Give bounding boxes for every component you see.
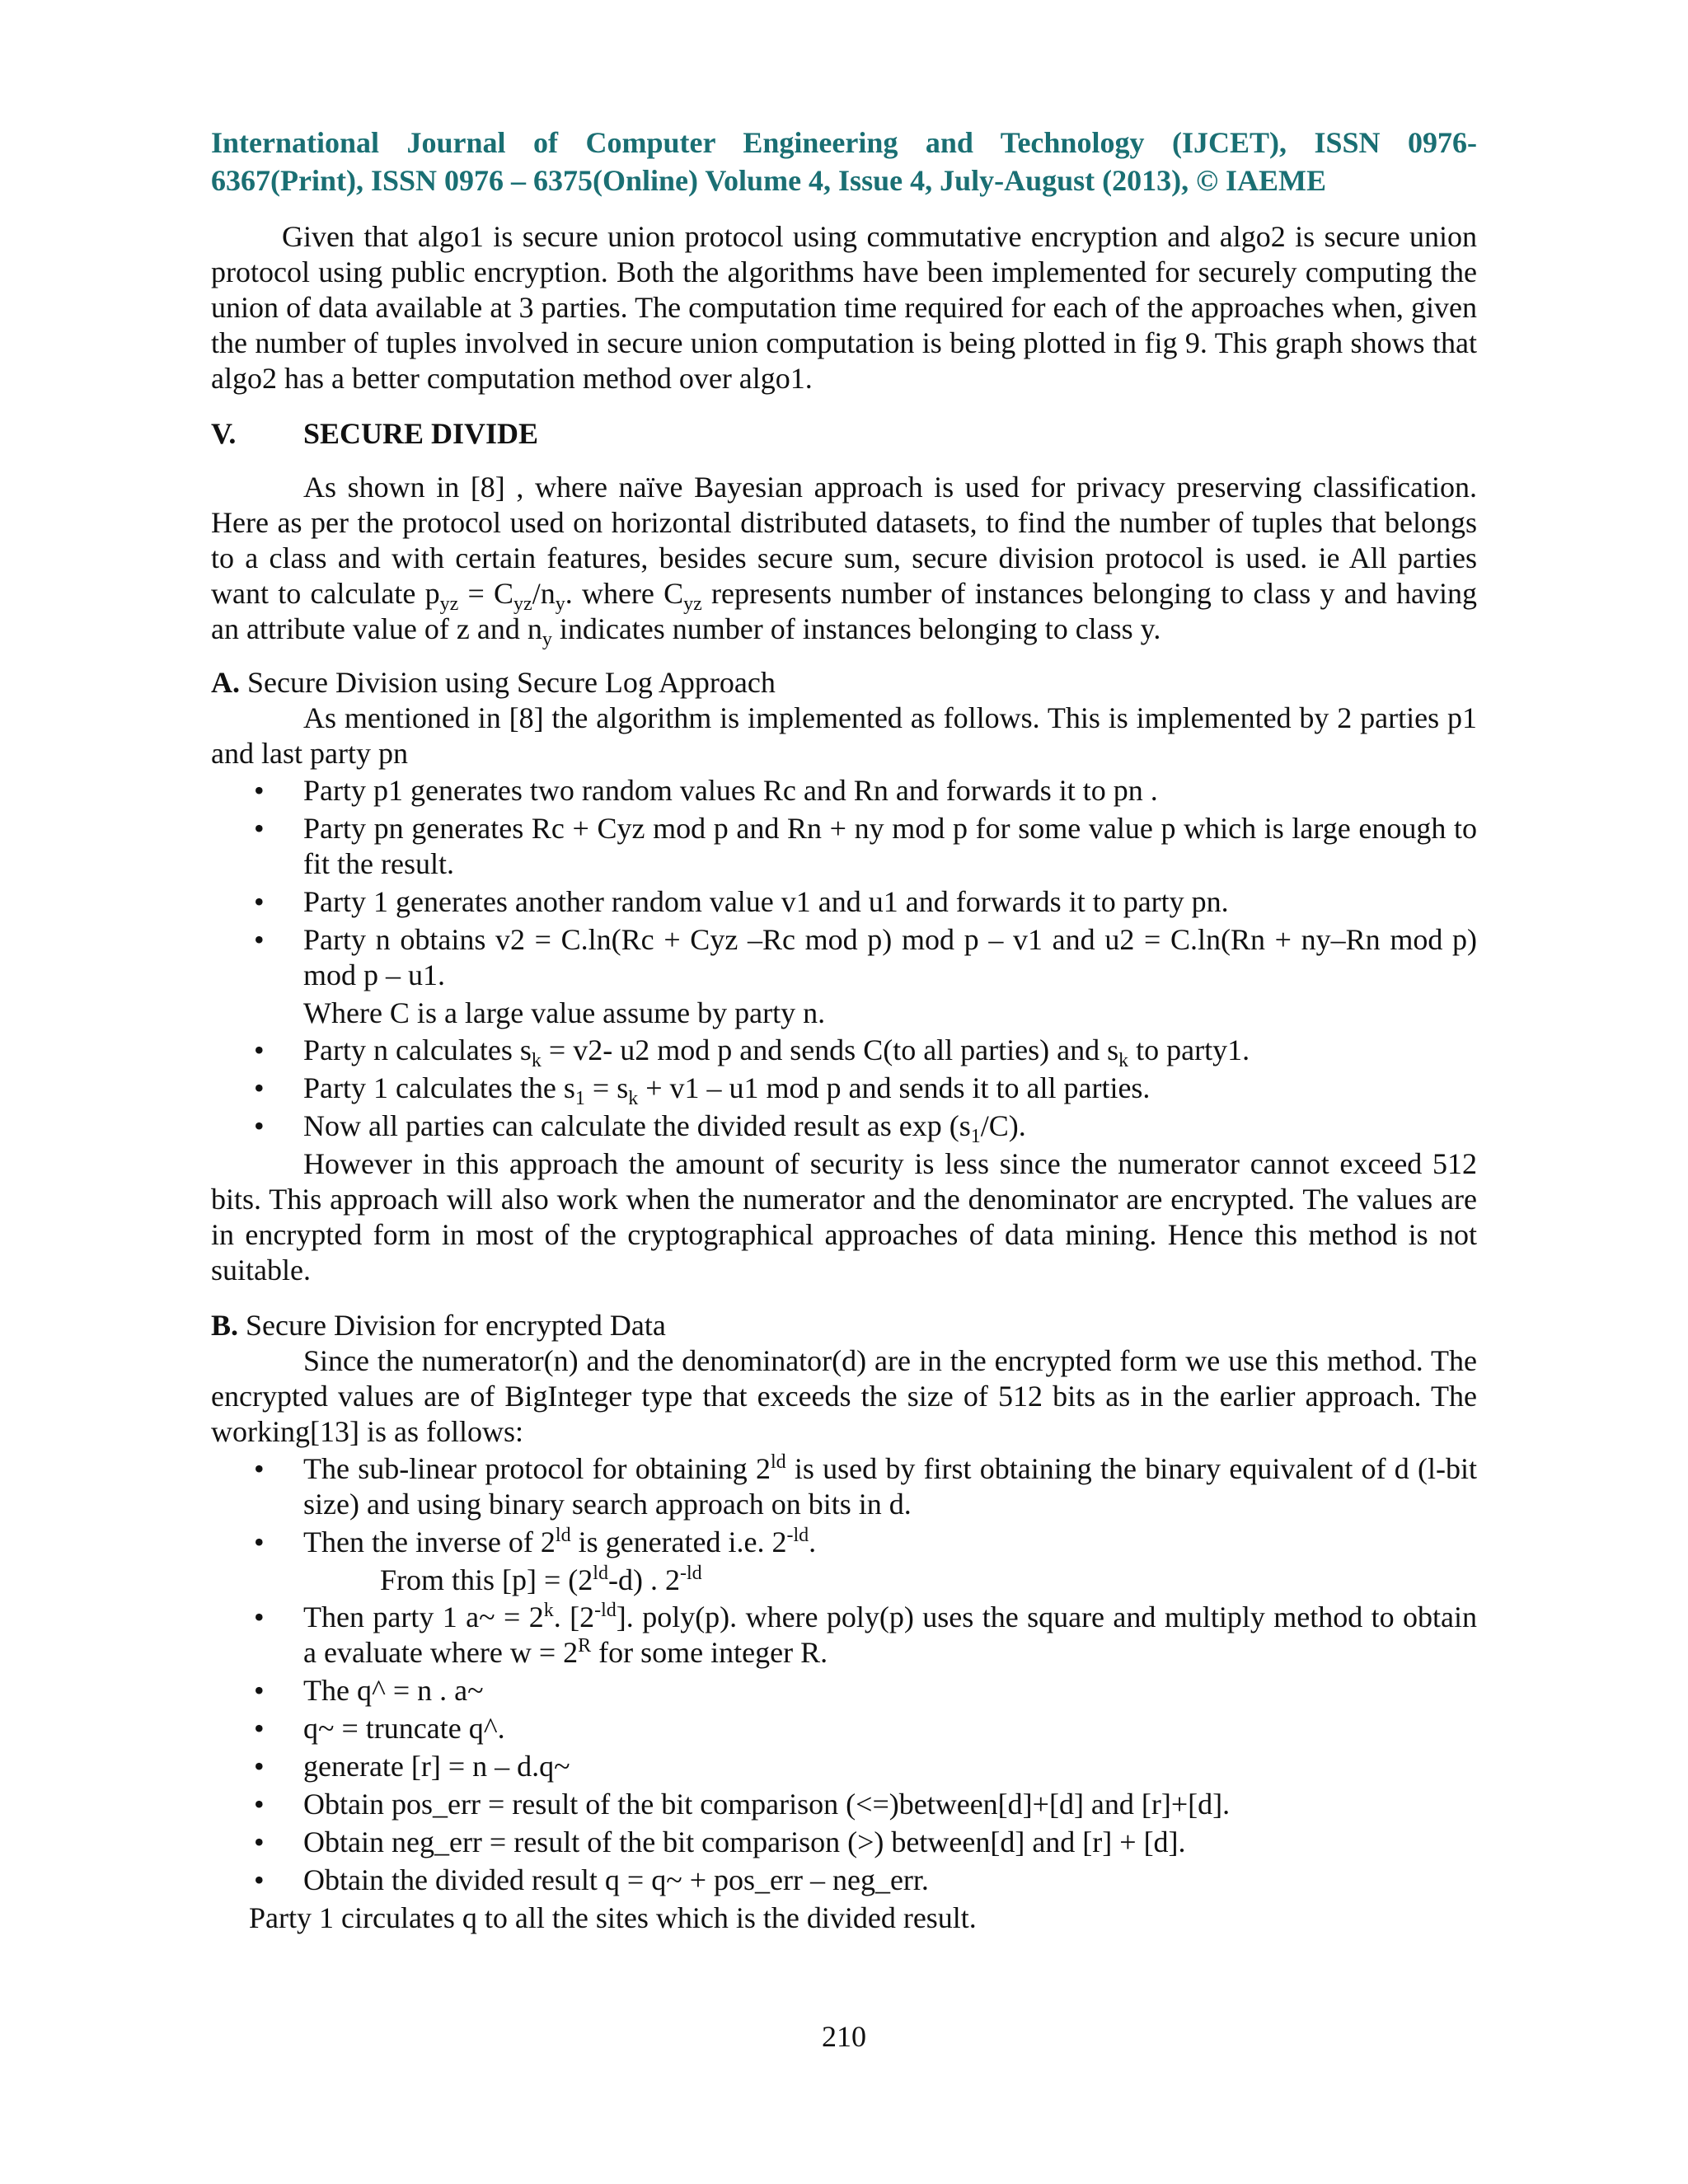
subsection-b-list	[211, 1451, 1477, 1560]
list-item: • The sub-linear protocol for obtaining $2^{ld}$ is used by first obtaining the binary equivalent of d (l-bit size) and using binary search approach on bits in d.	[254, 1451, 1477, 1521]
subsection-b-heading: B. Secure Division for encrypted Data	[211, 1309, 666, 1342]
list-item: • Party n calculates $s_k = v2-$ u2 mod p and sends C(to all parties) and $s_k$ to party1.	[254, 1033, 1250, 1072]
subsection-b-list-2	[211, 1600, 1477, 1898]
list-continuation: Where C is a large value assume by party n.	[303, 996, 826, 1029]
page-body	[211, 124, 1477, 1936]
list-item: • generate [r] = n – d.q~	[254, 1750, 570, 1783]
list-item: • Party 1 generates another random value v1 and u1 and forwards it to party pn.	[254, 885, 1229, 918]
journal-header-line-1: International Journal of Computer Engineering and Technology (IJCET), ISSN 0976-	[211, 126, 1477, 159]
list-item: • The q^ = n . a~	[254, 1674, 484, 1707]
journal-header	[211, 124, 1477, 199]
subsection-b-closing: Party 1 circulates q to all the sites which is the divided result.	[249, 1901, 977, 1934]
subsection-a-heading: A. Secure Division using Secure Log Approach	[211, 666, 776, 699]
list-item: • Obtain the divided result q = q~ + pos_err – neg_err.	[254, 1863, 929, 1896]
list-item: • Obtain neg_err = result of the bit comparison (>) between[d] and [r] + [d].	[254, 1825, 1186, 1858]
section-number: V.	[211, 417, 237, 450]
subsection-b-intro: Since the numerator(n) and the denominator(d) are in the encrypted form we use this method. The encrypted values are of BigInteger type that exceeds the size of 512 bits as in the earlier approach. The working[13] is as follows:	[211, 1344, 1477, 1448]
section-title: SECURE DIVIDE	[303, 417, 539, 450]
subsection-a-list	[211, 773, 1477, 993]
section-heading	[211, 416, 1477, 452]
list-item: • Then party 1 a~ = $2^k$. $[2^{-ld}]$. poly(p). where poly(p) uses the square and multiply method to obtain a evaluate where $w = 2^R$ for some integer R.	[254, 1600, 1478, 1669]
list-item: • Party n obtains v2 = C.ln(Rc + Cyz –Rc mod p) mod p – v1 and u2 = C.ln(Rn + ny–Rn mod p) mod p – u1.	[254, 923, 1477, 991]
subsection-a-list-2	[211, 1033, 1477, 1148]
list-item: • Then the inverse of $2^{ld}$ is generated i.e. $2^{-ld}$.	[254, 1525, 817, 1558]
list-item: • Obtain pos_err = result of the bit comparison (<=)between[d]+[d] and [r]+[d].	[254, 1788, 1231, 1821]
intro-paragraph: Given that algo1 is secure union protocol using commutative encryption and algo2 is secure union protocol using public encryption. Both the algorithms have been implemented for securely computing the union of data available at 3 parties. The computation time required for each of the approaches when, given the number of tuples involved in secure union computation is being plotted in fig 9. This graph shows that algo2 has a better computation method over algo1.	[211, 220, 1477, 395]
list-item: • q~ = truncate q^.	[254, 1712, 505, 1745]
journal-header-line-2: 6367(Print), ISSN 0976 – 6375(Online) Volume 4, Issue 4, July-August (2013), © IAEME	[211, 164, 1327, 197]
list-continuation: From this $[p] = (2^{ld}-d)$ . $2^{-ld}$	[380, 1563, 702, 1596]
subsection-a-closing: However in this approach the amount of security is less since the numerator cannot exceed 512 bits. This approach will also work when the numerator and the denominator are encrypted. The values are in encrypted form in most of the cryptographical approaches of data mining. Hence this method is not suitable.	[211, 1147, 1477, 1286]
list-item: • Party 1 calculates the $s_1 = s_k + v1 - u1$ mod p and sends it to all parties.	[254, 1071, 1151, 1110]
list-item: • Party p1 generates two random values Rc and Rn and forwards it to pn .	[254, 774, 1158, 807]
section-paragraph: As shown in [8] , where naïve Bayesian approach is used for privacy preserving classification. Here as per the protocol used on horizontal distributed datasets, to find the number of tuples that belongs to a class and with certain features, besides secure sum, secure division protocol is used. ie All parties want to calculate $p_{yz} = C_{yz}/n_y$. where $C_{yz}$ represents number of instances belonging to class y and having an attribute value of z and $n_y$ indicates number of instances belonging to class y.	[211, 471, 1477, 651]
list-item: • Party pn generates Rc + Cyz mod p and Rn + ny mod p for some value p which is large enough to fit the result.	[254, 812, 1477, 880]
list-item: • Now all parties can calculate the divided result as $\exp (s_1/C)$.	[254, 1109, 1026, 1148]
subsection-a-intro: As mentioned in [8] the algorithm is implemented as follows. This is implemented by 2 parties p1 and last party pn	[211, 701, 1477, 770]
page-number: 210	[822, 2020, 866, 2053]
